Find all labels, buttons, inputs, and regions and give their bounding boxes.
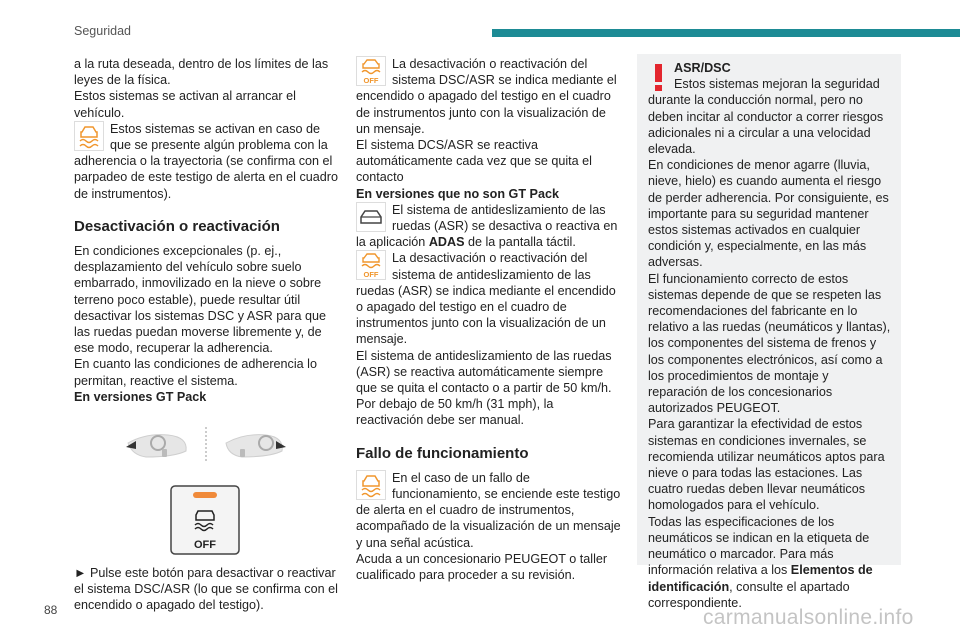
skid-off-icon <box>356 56 386 86</box>
car-outline-icon <box>356 202 386 232</box>
header-accent-bar <box>492 29 960 37</box>
paragraph: El sistema DCS/ASR se reactiva automáticamente cada vez que se quita el contacto <box>356 138 592 185</box>
skid-warning-icon <box>74 121 104 151</box>
paragraph: ► Pulse este botón para desactivar o reactivar el sistema DSC/ASR (lo que se confirma con el encendido o apagado del testigo). <box>74 566 338 613</box>
note-title: ASR/DSC <box>674 61 731 75</box>
paragraph: En cuanto las condiciones de adherencia lo permitan, reactive el sistema. <box>74 357 317 388</box>
svg-text:OFF: OFF <box>363 270 379 280</box>
paragraph: Estos sistemas mejoran la seguridad durante la conducción normal, pero no deben incitar al conductor a correr riesgos adicionales ni a circular a una velocidad elevada. <box>648 77 884 157</box>
subheading-gt-pack: En versiones GT Pack <box>74 389 207 404</box>
svg-text:OFF: OFF <box>363 76 379 85</box>
paragraph: El funcionamiento correcto de estos sistemas depende de que se respeten las recomendaciones del fabricante en lo relativo a las ruedas (neumáticos y llantas), los componentes del sistema de frenos y los componentes electrónicos, así como a los procedimientos de montaje y reparación de los concesionarios autorizados PEUGEOT. <box>648 271 891 416</box>
paragraph: En el caso de un fallo de funcionamiento, se enciende este testigo de alerta en el cuadro de instrumentos, acompañado de la visualización de un mensaje y una señal acústica. <box>356 470 621 550</box>
page-number: 88 <box>44 603 58 617</box>
skid-off-icon <box>356 250 386 280</box>
subheading-non-gt-pack: En versiones que no son GT Pack <box>356 186 559 201</box>
paragraph: La desactivación o reactivación del sistema de antideslizamiento de las ruedas (ASR) se indica mediante el encendido o apagado del testigo en el cuadro de instrumentos junto con la visualización de un mensaje. <box>356 251 616 347</box>
heading-fallo: Fallo de funcionamiento <box>356 444 529 462</box>
paragraph: Por debajo de 50 km/h (31 mph), la reactivación debe ser manual. <box>356 397 554 428</box>
paragraph: Acuda a un concesionario PEUGEOT o taller cualificado para proceder a su revisión. <box>356 551 608 583</box>
paragraph: El sistema de antideslizamiento de las ruedas (ASR) se desactiva o reactiva en la aplicación ADAS de la pantalla táctil. <box>356 202 618 250</box>
warning-note-box <box>637 54 901 610</box>
header-section-title: Seguridad <box>74 24 131 38</box>
column-2 <box>356 56 622 583</box>
paragraph: Para garantizar la efectividad de estos sistemas en condiciones invernales, se recomienda utilizar neumáticos aptos para nieve o para todas las estaciones. Las cuatro ruedas deben llevar neumáticos homologados para el vehículo. <box>648 417 885 513</box>
paragraph: La desactivación o reactivación del sistema DSC/ASR se indica mediante el encendido o apagado del testigo en el cuadro de instrumentos junto con la visualización de un mensaje. <box>356 57 617 136</box>
paragraph: En condiciones de menor agarre (lluvia, nieve, hielo) es cuando aumenta el riesgo de perder adherencia. Por consiguiente, es importante para su seguridad mantener estos sistemas activados en cualquier condición y, especialmente, en las más adversas. <box>648 158 889 270</box>
off-label: OFF <box>194 539 216 552</box>
paragraph: El sistema de antideslizamiento de las ruedas (ASR) se reactiva automáticamente siempre que se quita el contacto o a partir de 50 km/h. <box>356 348 612 396</box>
column-1 <box>74 56 342 614</box>
paragraph: Estos sistemas se activan en caso de que se presente algún problema con la adherencia o la trayectoria (se confirma con el parpadeo de este testigo de alerta en el cuadro de instrumentos). <box>74 121 338 201</box>
paragraph: Estos sistemas se activan al arrancar el vehículo. <box>74 89 296 120</box>
skid-warning-icon <box>356 470 386 500</box>
paragraph: En condiciones excepcionales (p. ej., desplazamiento del vehículo sobre suelo embarrado, inmovilizado en la nieve o sobre terreno poco estable), puede resultar útil desactivar los sistemas DSC y ASR para que las ruedas puedan moverse libremente y, de ese modo, recuperar la adherencia. <box>74 244 326 356</box>
watermark: carmanualsonline.info <box>703 606 914 629</box>
paragraph: a la ruta deseada, dentro de los límites de las leyes de la física. <box>74 57 329 88</box>
exclamation-icon <box>648 62 670 92</box>
paragraph: Todas las especificaciones de los neumáticos se indican en la etiqueta de neumático o marcador. Para más información relativa a los Elementos de identificación, consulte el apartado correspondiente. <box>648 514 873 610</box>
steering-wheel-illustration <box>126 427 286 463</box>
heading-desactivacion: Desactivación o reactivación <box>74 217 280 235</box>
dsc-off-button-illustration <box>170 485 240 555</box>
